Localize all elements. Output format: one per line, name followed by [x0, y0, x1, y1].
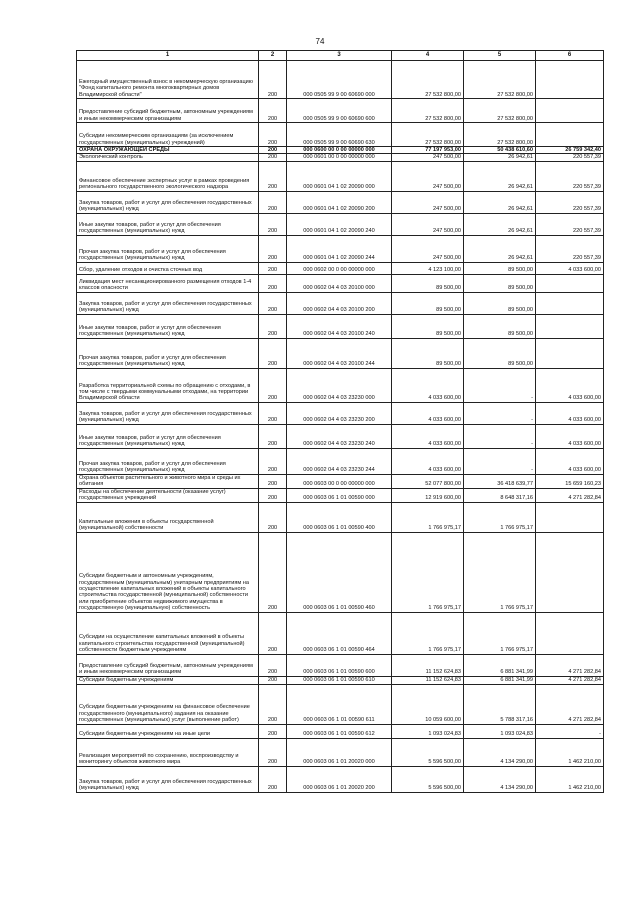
row-line-code: 200	[259, 154, 287, 161]
table-row	[77, 123, 604, 147]
row-line-code: 200	[259, 684, 287, 724]
row-name: Охрана объектов растительного и животного мира и среды их обитания	[77, 474, 259, 488]
row-unexecuted-amount: 1 462 210,00	[536, 766, 604, 792]
row-budget-classification-code: 000 0602 04 4 03 20100 000	[287, 274, 392, 292]
table-row	[77, 532, 604, 612]
row-unexecuted-amount: 4 033 600,00	[536, 402, 604, 424]
row-executed-amount: 1 766 975,17	[464, 502, 536, 532]
row-approved-amount: 247 500,00	[392, 191, 464, 213]
row-budget-classification-code: 000 0603 06 1 01 00590 460	[287, 532, 392, 612]
row-approved-amount: 89 500,00	[392, 274, 464, 292]
table-row	[77, 488, 604, 502]
row-unexecuted-amount: 4 271 282,84	[536, 684, 604, 724]
row-line-code: 200	[259, 161, 287, 191]
row-executed-amount: 26 942,61	[464, 154, 536, 161]
row-budget-classification-code: 000 0601 00 0 00 00000 000	[287, 154, 392, 161]
row-approved-amount: 52 077 800,00	[392, 474, 464, 488]
table-header-row	[77, 51, 604, 61]
row-budget-classification-code: 000 0603 06 1 01 00590 600	[287, 654, 392, 676]
row-unexecuted-amount	[536, 61, 604, 99]
row-unexecuted-amount: 26 759 342,40	[536, 147, 604, 154]
row-executed-amount: 36 418 639,77	[464, 474, 536, 488]
header-col-1: 1	[77, 51, 259, 61]
row-name: Закупка товаров, работ и услуг для обеспечения государственных (муниципальных) нужд	[77, 402, 259, 424]
row-budget-classification-code: 000 0602 04 4 03 20100 240	[287, 314, 392, 338]
row-name: Субсидии бюджетным учреждениям на финансовое обеспечение государственного (муниципального) задания на оказание государственных (муниципальных) услуг (выполнение работ)	[77, 684, 259, 724]
row-budget-classification-code: 000 0602 04 4 03 23230 244	[287, 448, 392, 474]
row-approved-amount: 4 033 600,00	[392, 448, 464, 474]
row-budget-classification-code: 000 0505 99 9 00 60690 630	[287, 123, 392, 147]
row-approved-amount: 1 766 975,17	[392, 502, 464, 532]
row-executed-amount: 4 134 290,00	[464, 738, 536, 766]
row-line-code: 200	[259, 502, 287, 532]
row-budget-classification-code: 000 0601 04 1 02 20090 200	[287, 191, 392, 213]
row-unexecuted-amount	[536, 274, 604, 292]
table-row	[77, 235, 604, 262]
row-line-code: 200	[259, 738, 287, 766]
row-unexecuted-amount: 220 557,39	[536, 213, 604, 235]
row-executed-amount: 1 766 975,17	[464, 532, 536, 612]
row-unexecuted-amount	[536, 532, 604, 612]
row-approved-amount: 4 033 600,00	[392, 402, 464, 424]
row-line-code: 200	[259, 61, 287, 99]
row-approved-amount: 10 059 600,00	[392, 684, 464, 724]
row-budget-classification-code: 000 0603 06 1 01 00590 464	[287, 612, 392, 654]
row-name: Прочая закупка товаров, работ и услуг для обеспечения государственных (муниципальных) нужд	[77, 235, 259, 262]
row-name: Расходы на обеспечение деятельности (оказание услуг) государственных учреждений	[77, 488, 259, 502]
table-row	[77, 424, 604, 448]
row-budget-classification-code: 000 0603 06 1 01 20020 200	[287, 766, 392, 792]
row-line-code: 200	[259, 191, 287, 213]
row-approved-amount: 247 500,00	[392, 154, 464, 161]
row-line-code: 200	[259, 338, 287, 368]
row-line-code: 200	[259, 99, 287, 123]
row-approved-amount: 1 766 975,17	[392, 612, 464, 654]
row-budget-classification-code: 000 0603 06 1 01 00590 000	[287, 488, 392, 502]
header-col-4: 4	[392, 51, 464, 61]
row-name: Иные закупки товаров, работ и услуг для обеспечения государственных (муниципальных) нужд	[77, 424, 259, 448]
row-line-code: 200	[259, 676, 287, 684]
row-executed-amount: 1 093 024,83	[464, 724, 536, 738]
row-budget-classification-code: 000 0602 04 4 03 20100 200	[287, 292, 392, 314]
row-executed-amount: 89 500,00	[464, 274, 536, 292]
row-executed-amount: 27 532 800,00	[464, 61, 536, 99]
row-budget-classification-code: 000 0602 00 0 00 00000 000	[287, 262, 392, 274]
table-row	[77, 766, 604, 792]
row-unexecuted-amount	[536, 99, 604, 123]
row-line-code: 200	[259, 314, 287, 338]
row-name: Иные закупки товаров, работ и услуг для обеспечения государственных (муниципальных) нужд	[77, 314, 259, 338]
row-approved-amount: 247 500,00	[392, 213, 464, 235]
row-budget-classification-code: 000 0603 06 1 01 20020 000	[287, 738, 392, 766]
row-unexecuted-amount: 4 033 600,00	[536, 448, 604, 474]
row-line-code: 200	[259, 368, 287, 402]
table-row	[77, 262, 604, 274]
row-budget-classification-code: 000 0603 06 1 01 00590 611	[287, 684, 392, 724]
row-unexecuted-amount: 1 462 210,00	[536, 738, 604, 766]
row-name: Разработка территориальной схемы по обращению с отходами, в том числе с твердыми коммунальными отходами, на территории Владимирской области	[77, 368, 259, 402]
row-unexecuted-amount	[536, 338, 604, 368]
row-unexecuted-amount	[536, 612, 604, 654]
row-budget-classification-code: 000 0603 06 1 01 00590 400	[287, 502, 392, 532]
row-unexecuted-amount: 4 033 600,00	[536, 262, 604, 274]
row-budget-classification-code: 000 0505 99 9 00 60690 600	[287, 99, 392, 123]
row-executed-amount: -	[464, 368, 536, 402]
row-budget-classification-code: 000 0603 00 0 00 00000 000	[287, 474, 392, 488]
row-budget-classification-code: 000 0603 06 1 01 00590 610	[287, 676, 392, 684]
row-name: Субсидии бюджетным учреждениям	[77, 676, 259, 684]
table-row	[77, 213, 604, 235]
row-unexecuted-amount: -	[536, 724, 604, 738]
table-row	[77, 161, 604, 191]
table-row	[77, 61, 604, 99]
table-row	[77, 147, 604, 154]
row-line-code: 200	[259, 262, 287, 274]
row-approved-amount: 247 500,00	[392, 161, 464, 191]
row-approved-amount: 27 532 800,00	[392, 99, 464, 123]
table-row	[77, 684, 604, 724]
row-name: Прочая закупка товаров, работ и услуг для обеспечения государственных (муниципальных) нужд	[77, 448, 259, 474]
row-executed-amount: 5 788 317,16	[464, 684, 536, 724]
table-row	[77, 474, 604, 488]
row-name: Субсидии на осуществление капитальных вложений в объекты капитального строительства государственной (муниципальной) собственности бюджетным учреждениям	[77, 612, 259, 654]
budget-table-container	[76, 50, 604, 793]
budget-execution-table	[76, 50, 604, 793]
row-approved-amount: 1 093 024,83	[392, 724, 464, 738]
row-unexecuted-amount: 220 557,39	[536, 161, 604, 191]
row-line-code: 200	[259, 766, 287, 792]
row-executed-amount: 50 438 610,60	[464, 147, 536, 154]
row-executed-amount: 89 500,00	[464, 314, 536, 338]
row-name: Закупка товаров, работ и услуг для обеспечения государственных (муниципальных) нужд	[77, 292, 259, 314]
table-row	[77, 724, 604, 738]
row-executed-amount: 89 500,00	[464, 262, 536, 274]
row-budget-classification-code: 000 0602 04 4 03 20100 244	[287, 338, 392, 368]
row-unexecuted-amount: 220 557,39	[536, 191, 604, 213]
row-unexecuted-amount: 4 271 282,84	[536, 654, 604, 676]
row-budget-classification-code: 000 0602 04 4 03 23230 000	[287, 368, 392, 402]
row-executed-amount: 26 942,61	[464, 191, 536, 213]
row-executed-amount: 89 500,00	[464, 292, 536, 314]
row-unexecuted-amount: 220 557,39	[536, 235, 604, 262]
row-approved-amount: 27 532 800,00	[392, 123, 464, 147]
row-line-code: 200	[259, 424, 287, 448]
row-line-code: 200	[259, 612, 287, 654]
row-approved-amount: 4 123 100,00	[392, 262, 464, 274]
table-row	[77, 274, 604, 292]
row-budget-classification-code: 000 0601 04 1 02 20090 240	[287, 213, 392, 235]
row-unexecuted-amount: 4 033 600,00	[536, 368, 604, 402]
table-row	[77, 612, 604, 654]
page-number: 74	[315, 37, 325, 46]
header-col-5: 5	[464, 51, 536, 61]
row-line-code: 200	[259, 274, 287, 292]
row-executed-amount: -	[464, 424, 536, 448]
row-name: ОХРАНА ОКРУЖАЮЩЕЙ СРЕДЫ	[77, 147, 259, 154]
row-executed-amount: 6 881 341,99	[464, 676, 536, 684]
row-name: Прочая закупка товаров, работ и услуг для обеспечения государственных (муниципальных) нужд	[77, 338, 259, 368]
row-budget-classification-code: 000 0600 00 0 00 00000 000	[287, 147, 392, 154]
table-row	[77, 654, 604, 676]
table-row	[77, 191, 604, 213]
row-name: Финансовое обеспечение экспертных услуг в рамках проведения регионального государственного экологического надзора	[77, 161, 259, 191]
row-approved-amount: 89 500,00	[392, 338, 464, 368]
table-row	[77, 99, 604, 123]
row-approved-amount: 247 500,00	[392, 235, 464, 262]
row-unexecuted-amount: 4 271 282,84	[536, 676, 604, 684]
table-row	[77, 402, 604, 424]
row-executed-amount: 4 134 290,00	[464, 766, 536, 792]
row-approved-amount: 1 766 975,17	[392, 532, 464, 612]
row-approved-amount: 4 033 600,00	[392, 424, 464, 448]
row-name: Субсидии некоммерческим организациям (за исключением государственных (муниципальных) учреждений)	[77, 123, 259, 147]
row-line-code: 200	[259, 292, 287, 314]
table-row	[77, 502, 604, 532]
row-executed-amount: 89 500,00	[464, 338, 536, 368]
row-approved-amount: 5 596 500,00	[392, 766, 464, 792]
row-name: Иные закупки товаров, работ и услуг для обеспечения государственных (муниципальных) нужд	[77, 213, 259, 235]
row-name: Закупка товаров, работ и услуг для обеспечения государственных (муниципальных) нужд	[77, 191, 259, 213]
row-executed-amount: 26 942,61	[464, 213, 536, 235]
table-row	[77, 368, 604, 402]
row-approved-amount: 11 152 624,83	[392, 654, 464, 676]
row-line-code: 200	[259, 474, 287, 488]
row-approved-amount: 12 919 600,00	[392, 488, 464, 502]
row-executed-amount: 8 648 317,16	[464, 488, 536, 502]
row-executed-amount: -	[464, 448, 536, 474]
header-col-6: 6	[536, 51, 604, 61]
row-unexecuted-amount	[536, 123, 604, 147]
row-approved-amount: 5 596 500,00	[392, 738, 464, 766]
table-row	[77, 292, 604, 314]
row-unexecuted-amount: 15 659 160,23	[536, 474, 604, 488]
row-executed-amount: 26 942,61	[464, 161, 536, 191]
table-row	[77, 738, 604, 766]
row-executed-amount: 27 532 800,00	[464, 99, 536, 123]
row-line-code: 200	[259, 235, 287, 262]
row-line-code: 200	[259, 147, 287, 154]
table-row	[77, 676, 604, 684]
row-executed-amount: 27 532 800,00	[464, 123, 536, 147]
row-name: Субсидии бюджетным и автономным учреждениям, государственным (муниципальным) унитарным предприятиям на осуществление капитальных вложений в объекты капитального строительства государственной (муниципальной) собственности или приобретение объектов недвижимого имущества в государственную (муниципальную) собственность	[77, 532, 259, 612]
row-approved-amount: 89 500,00	[392, 292, 464, 314]
row-name: Капитальные вложения в объекты государственной (муниципальной) собственности	[77, 502, 259, 532]
row-budget-classification-code: 000 0603 06 1 01 00590 612	[287, 724, 392, 738]
row-executed-amount: 26 942,61	[464, 235, 536, 262]
row-executed-amount: -	[464, 402, 536, 424]
row-line-code: 200	[259, 532, 287, 612]
row-unexecuted-amount: 220 557,39	[536, 154, 604, 161]
row-approved-amount: 11 152 624,83	[392, 676, 464, 684]
row-name: Закупка товаров, работ и услуг для обеспечения государственных (муниципальных) нужд	[77, 766, 259, 792]
row-approved-amount: 89 500,00	[392, 314, 464, 338]
row-name: Субсидии бюджетным учреждениям на иные цели	[77, 724, 259, 738]
table-row	[77, 154, 604, 161]
row-line-code: 200	[259, 402, 287, 424]
row-line-code: 200	[259, 123, 287, 147]
row-line-code: 200	[259, 654, 287, 676]
table-row	[77, 314, 604, 338]
row-name: Экологический контроль	[77, 154, 259, 161]
row-approved-amount: 77 197 953,00	[392, 147, 464, 154]
row-line-code: 200	[259, 213, 287, 235]
row-unexecuted-amount: 4 271 282,84	[536, 488, 604, 502]
row-budget-classification-code: 000 0601 04 1 02 20090 244	[287, 235, 392, 262]
row-budget-classification-code: 000 0602 04 4 03 23230 240	[287, 424, 392, 448]
row-name: Сбор, удаление отходов и очистка сточных вод	[77, 262, 259, 274]
row-name: Реализация мероприятий по сохранению, воспроизводству и мониторингу объектов животного мира	[77, 738, 259, 766]
row-budget-classification-code: 000 0602 04 4 03 23230 200	[287, 402, 392, 424]
table-row	[77, 448, 604, 474]
row-executed-amount: 1 766 975,17	[464, 612, 536, 654]
row-executed-amount: 6 881 341,99	[464, 654, 536, 676]
row-name: Предоставление субсидий бюджетным, автономным учреждениям и иным некоммерческим организациям	[77, 654, 259, 676]
row-line-code: 200	[259, 724, 287, 738]
row-name: Ликвидация мест несанкционированного размещения отходов 1-4 классов опасности	[77, 274, 259, 292]
row-name: Ежегодный имущественный взнос в некоммерческую организацию "Фонд капитального ремонта многоквартирных домов Владимирской области"	[77, 61, 259, 99]
row-name: Предоставление субсидий бюджетным, автономным учреждениям и иным некоммерческим организациям	[77, 99, 259, 123]
row-line-code: 200	[259, 448, 287, 474]
header-col-3: 3	[287, 51, 392, 61]
row-budget-classification-code: 000 0601 04 1 02 20090 000	[287, 161, 392, 191]
row-unexecuted-amount	[536, 314, 604, 338]
table-body	[77, 61, 604, 793]
row-line-code: 200	[259, 488, 287, 502]
row-unexecuted-amount	[536, 502, 604, 532]
table-row	[77, 338, 604, 368]
row-approved-amount: 4 033 600,00	[392, 368, 464, 402]
header-col-2: 2	[259, 51, 287, 61]
row-unexecuted-amount: 4 033 600,00	[536, 424, 604, 448]
row-unexecuted-amount	[536, 292, 604, 314]
row-budget-classification-code: 000 0505 99 9 00 60690 000	[287, 61, 392, 99]
row-approved-amount: 27 532 800,00	[392, 61, 464, 99]
